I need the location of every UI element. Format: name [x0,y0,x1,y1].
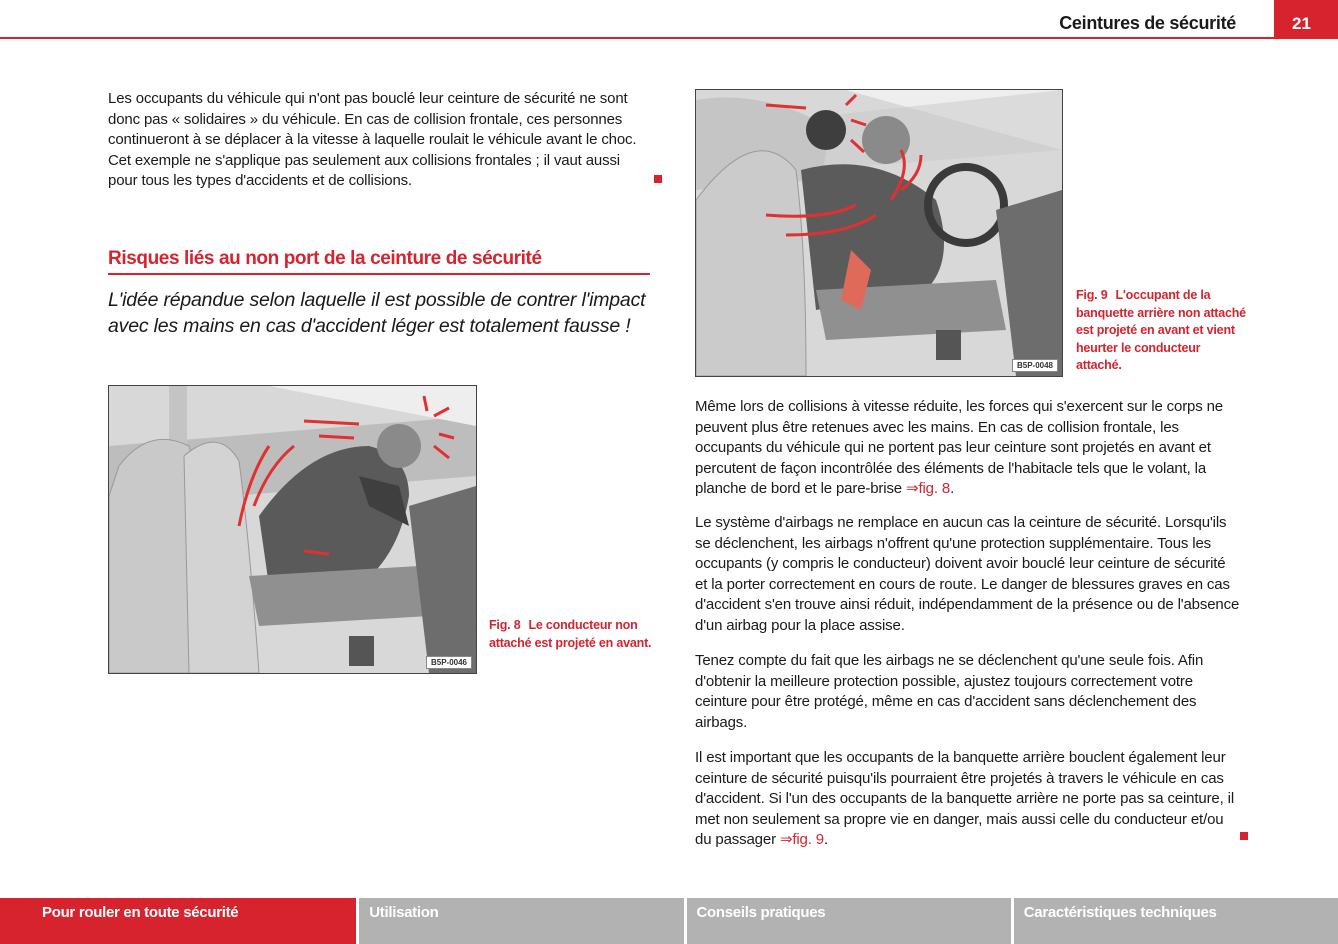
lead-text: L'idée répandue selon laquelle il est possible de contrer l'impact avec les mains en cas d'accident léger est totalement fausse ! [108,289,646,337]
paragraph-airbag-once: Tenez compte du fait que les airbags ne se déclenchent qu'une seule fois. Afin d'obtenir la meilleure protection possible, ajustez toujours correctement votre ceinture pour être protégé, même en cas d'accident sans déclenchement des airbags. [695,652,1204,731]
fig-9-link[interactable]: ⇒fig. 9 [779,831,824,848]
footer-chapter-tabs [0,898,1338,944]
figure-8-illustration [108,385,477,674]
figure-9-caption [1076,287,1246,375]
caption-text: Le conducteur non attaché est projeté en avant. [489,618,652,650]
tab-utilisation[interactable]: Utilisation [359,898,683,944]
figure-code: B5P-0048 [1012,359,1058,372]
rear-passenger-illustration [696,90,1062,376]
figure-code: B5P-0046 [426,656,472,669]
figure-8-caption [489,617,659,652]
paragraph-airbags: Le système d'airbags ne remplace en aucun cas la ceinture de sécurité. Lorsqu'ils se déclenchent, les airbags n'offrent qu'une protection supplémentaire. Tous les occupants (y compris le conducteur) doivent avoir bouclé leur ceinture de sécurité et la porter correctement en cours de route. Le danger de blessures graves en cas d'accident s'en trouve ainsi réduit, indépendamment de la présence ou de l'absence d'un airbag pour la place assise. [695,514,1240,634]
figure-number: Fig. 9 [1076,288,1108,302]
driver-unbelted-illustration [109,386,476,673]
paragraph-tail: . [950,480,955,497]
end-of-section-mark [654,175,662,183]
section-heading: Risques liés au non port de la ceinture de sécurité [108,248,650,275]
figure-9-illustration [695,89,1063,377]
paragraph-tail: . [823,831,829,848]
figure-number: Fig. 8 [489,618,521,632]
tab-caracteristiques-techniques[interactable]: Caractéristiques techniques [1014,898,1338,944]
header-title: Ceintures de sécurité [1059,13,1236,33]
paragraph-text: Même lors de collisions à vitesse réduite, les forces qui s'exercent sur le corps ne peuvent plus être retenues avec les mains. En cas de collision frontale, les occupants du véhicule qui ne portent pas leur ceinture sont projetés en avant et percutent de façon incontrôlée des éléments de l'habitacle tels que le volant, la planche de bord et le pare-brise [695,398,1224,497]
end-of-section-mark [1240,832,1248,840]
paragraph-rear-passengers [695,748,1240,851]
page-number: 21 [1274,0,1338,39]
caption-text: L'occupant de la banquette arrière non attaché est projeté en avant et vient heurter le conducteur attaché. [1076,288,1246,372]
header-rule [0,37,1338,39]
paragraph-text: Il est important que les occupants de la banquette arrière bouclent également leur ceinture de sécurité puisqu'ils pourraient être projetés à travers le véhicule en cas d'accident. Si l'un des occupants de la banquette arrière ne porte pas sa ceinture, il met non seulement sa propre vie en danger, mais aussi celle du conducteur et/ou du passager [695,749,1235,848]
tab-pour-rouler-en-toute-securite[interactable]: Pour rouler en toute sécurité [0,898,356,944]
tab-conseils-pratiques[interactable]: Conseils pratiques [687,898,1011,944]
paragraph-forces [695,397,1240,500]
fig-8-link[interactable]: ⇒fig. 8 [906,480,951,497]
intro-paragraph: Les occupants du véhicule qui n'ont pas bouclé leur ceinture de sécurité ne sont donc pas « solidaires » du véhicule. En cas de collision frontale, ces personnes continueront à se déplacer à la vitesse à laquelle roulait le véhicule avant le choc. Cet exemple ne s'applique pas seulement aux collisions frontales ; il vaut aussi pour tous les types d'accidents et de collisions. [108,90,637,189]
